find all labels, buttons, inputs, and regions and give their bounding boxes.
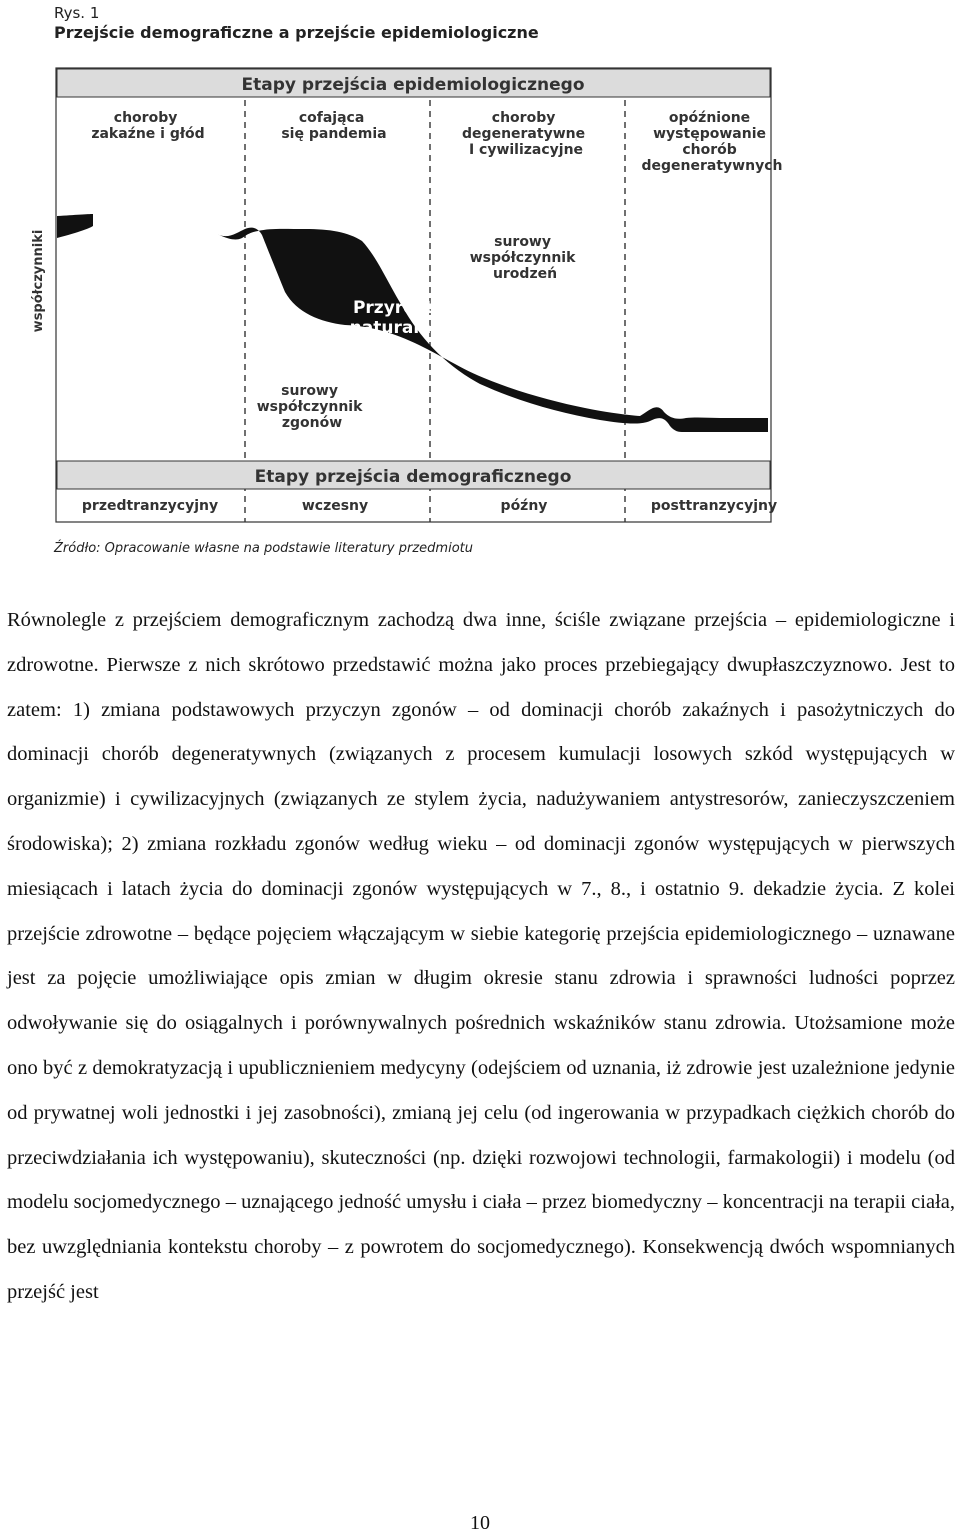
natural-increase-label: Przyrost naturalny: [349, 298, 443, 338]
demo-stage-1: przedtranzycyjny: [81, 498, 219, 514]
epi-stage-4: opóźnione występowanie chorób degeneratywnych: [641, 110, 783, 174]
birth-rate-label: surowy współczynnik urodzeń: [469, 234, 576, 282]
y-axis-label: współczynniki: [31, 229, 46, 333]
epi-stage-2: cofająca się pandemia: [281, 110, 387, 142]
figure-title: Przejście demograficzne a przejście epidemiologiczne: [54, 23, 539, 42]
body-paragraph: Równolegle z przejściem demograficznym zachodzą dwa inne, ściśle związane przejścia – epidemiologiczne i zdrowotne. Pierwsze z nich skrótowo przedstawić można jako proces przebiegający dwupłaszczyznowo. Jest to zatem: 1) zmiana podstawowych przyczyn zgonów – od dominacji chorób zakaźnych i pasożytniczych do dominacji chorób degeneratywnych (związanych z procesem kumulacji losowych szkód występujących w organizmie) i cywilizacyjnych (związanych ze stylem życia, nadużywaniem antystresorów, zanieczyszczeniem środowiska); 2) zmiana rozkładu zgonów według wieku – od dominacji zgonów występujących w pierwszych miesiącach i latach życia do dominacji zgonów występujących w 7., 8., i ostatnio 9. dekadzie życia. Z kolei przejście zdrowotne – będące pojęciem włączającym w siebie kategorię przejścia epidemiologicznego – uznawane jest za pojęcie umożliwiające opis zmian w długim okresie stanu zdrowia i sprawności ludności poprzez odwoływanie się do osiągalnych i porównywalnych pośrednich wskaźników stanu zdrowia. Utożsamione może ono być z demokratyzacją i upublicznieniem medycyny (odejściem od uznania, iż zdrowie jest uzależnione jedynie od prywatnej woli jednostki i jej zasobności), zmianą jej celu (od ingerowania w przypadkach ciężkich chorób do przeciwdziałania ich występowaniu), skuteczności (np. dzięki rozwojowi technologii, farmakologii) i modelu (od modelu socjomedycznego – uznającego jedność umysłu i ciała – przez biomedyczny – koncentracji na terapii ciała, bez uwzględniania kontekstu choroby – z powrotem do socjomedycznego). Konsekwencją dwóch wspomnianych przejść jest: [7, 609, 955, 1303]
left-rate-line: [57, 214, 93, 238]
transition-diagram: [0, 0, 960, 560]
demo-stage-4: posttranzycyjny: [650, 498, 778, 514]
epi-stage-3: choroby degeneratywne I cywilizacyjne: [462, 110, 586, 158]
page-number: 10: [470, 1512, 490, 1534]
death-rate-label: surowy współczynnik zgonów: [256, 383, 363, 431]
demographic-header: Etapy przejścia demograficznego: [254, 467, 572, 487]
demo-stage-2: wczesny: [301, 498, 369, 514]
epidemiological-header: Etapy przejścia epidemiologicznego: [241, 75, 585, 95]
figure-label: Rys. 1: [54, 4, 100, 22]
figure-source: Źródło: Opracowanie własne na podstawie literatury przedmiotu: [54, 541, 473, 556]
epi-stage-1: choroby zakaźne i głód: [91, 110, 205, 142]
demo-stage-3: późny: [500, 498, 548, 514]
